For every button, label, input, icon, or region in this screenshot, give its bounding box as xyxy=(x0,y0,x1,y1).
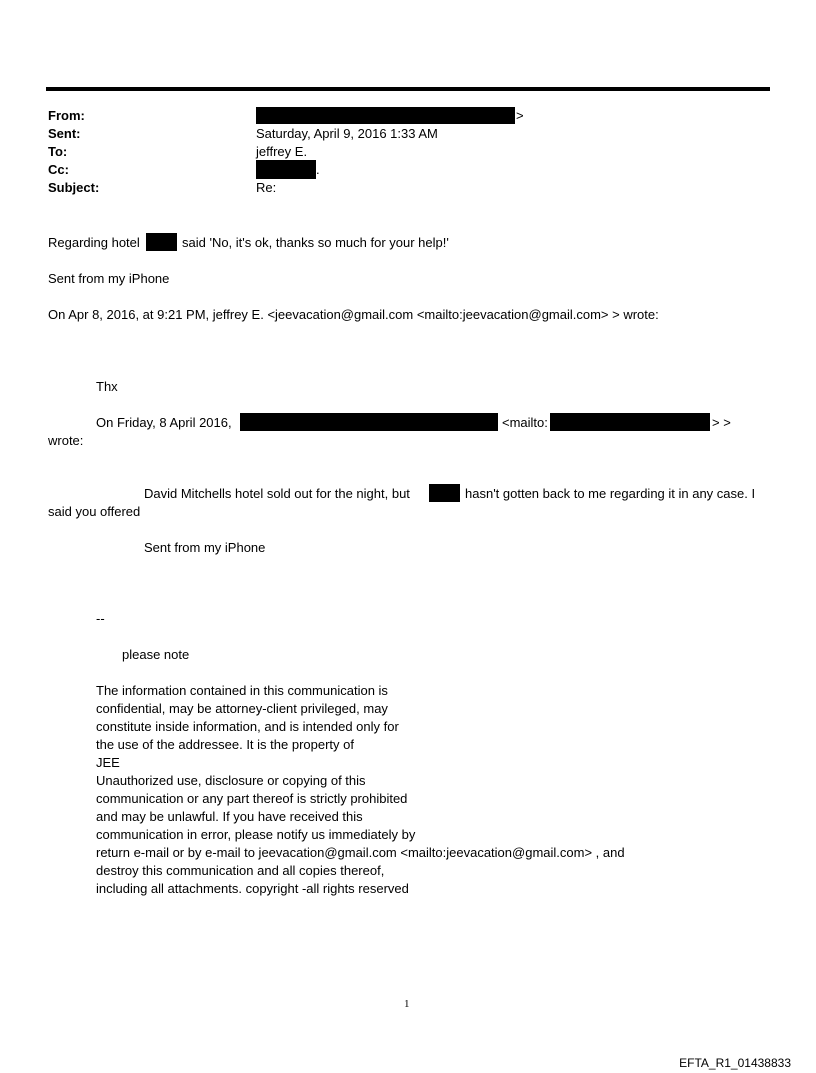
header-rule xyxy=(46,87,770,91)
from-label: From: xyxy=(48,108,85,123)
wrote-line: wrote: xyxy=(48,433,84,448)
disclaimer-line: including all attachments. copyright -all rights reserved xyxy=(96,881,409,896)
body-line1-a: Regarding hotel xyxy=(48,235,140,250)
to-label: To: xyxy=(48,144,68,159)
disclaimer-line: confidential, may be attorney-client privileged, may xyxy=(96,701,388,716)
to-value: jeffrey E. xyxy=(256,144,308,159)
disclaimer-line: The information contained in this communication is xyxy=(96,683,388,698)
david-line-a: David Mitchells hotel sold out for the night, but xyxy=(144,486,410,501)
on-wrote-line: On Apr 8, 2016, at 9:21 PM, jeffrey E. <jeevacation@gmail.com <mailto:jeevacation@gmail.com> > wrote: xyxy=(48,307,659,322)
body-line1-b: said 'No, it's ok, thanks so much for your help!' xyxy=(182,235,449,250)
sent-from-iphone-2: Sent from my iPhone xyxy=(144,540,266,555)
redaction-sender xyxy=(240,413,498,431)
disclaimer-line: the use of the addressee. It is the property of xyxy=(96,737,354,752)
david-line-b: hasn't gotten back to me regarding it in any case. I xyxy=(465,486,756,501)
on-friday-c: > > xyxy=(712,415,731,430)
disclaimer-line: return e-mail or by e-mail to jeevacation@gmail.com <mailto:jeevacation@gmail.com> , and xyxy=(96,845,625,860)
disclaimer-line: constitute inside information, and is intended only for xyxy=(96,719,399,734)
on-friday-b: <mailto: xyxy=(502,415,548,430)
signature-dashes: -- xyxy=(96,611,105,626)
thx-line: Thx xyxy=(96,379,118,394)
disclaimer-line: JEE xyxy=(96,755,120,770)
sent-value: Saturday, April 9, 2016 1:33 AM xyxy=(256,126,438,141)
disclaimer-line: communication in error, please notify us immediately by xyxy=(96,827,416,842)
cc-suffix: . xyxy=(316,162,320,177)
document-id: EFTA_R1_01438833 xyxy=(679,1056,791,1070)
disclaimer-line: communication or any part thereof is strictly prohibited xyxy=(96,791,408,806)
redaction-from xyxy=(256,107,515,124)
disclaimer-line: and may be unlawful. If you have received this xyxy=(96,809,363,824)
subject-value: Re: xyxy=(256,180,277,195)
redaction-cc xyxy=(256,160,316,179)
sent-from-iphone-1: Sent from my iPhone xyxy=(48,271,170,286)
cc-label: Cc: xyxy=(48,162,69,177)
please-note: please note xyxy=(122,647,190,662)
disclaimer-line: destroy this communication and all copies thereof, xyxy=(96,863,385,878)
redaction-name-2 xyxy=(429,484,460,502)
subject-label: Subject: xyxy=(48,180,100,195)
disclaimer-line: Unauthorized use, disclosure or copying of this xyxy=(96,773,366,788)
redaction-name-1 xyxy=(146,233,177,251)
from-suffix: > xyxy=(516,108,524,123)
said-offered-line: said you offered xyxy=(48,504,141,519)
redaction-mailto xyxy=(550,413,710,431)
on-friday-a: On Friday, 8 April 2016, xyxy=(96,415,232,430)
page-number: 1 xyxy=(404,998,410,1010)
sent-label: Sent: xyxy=(48,126,81,141)
